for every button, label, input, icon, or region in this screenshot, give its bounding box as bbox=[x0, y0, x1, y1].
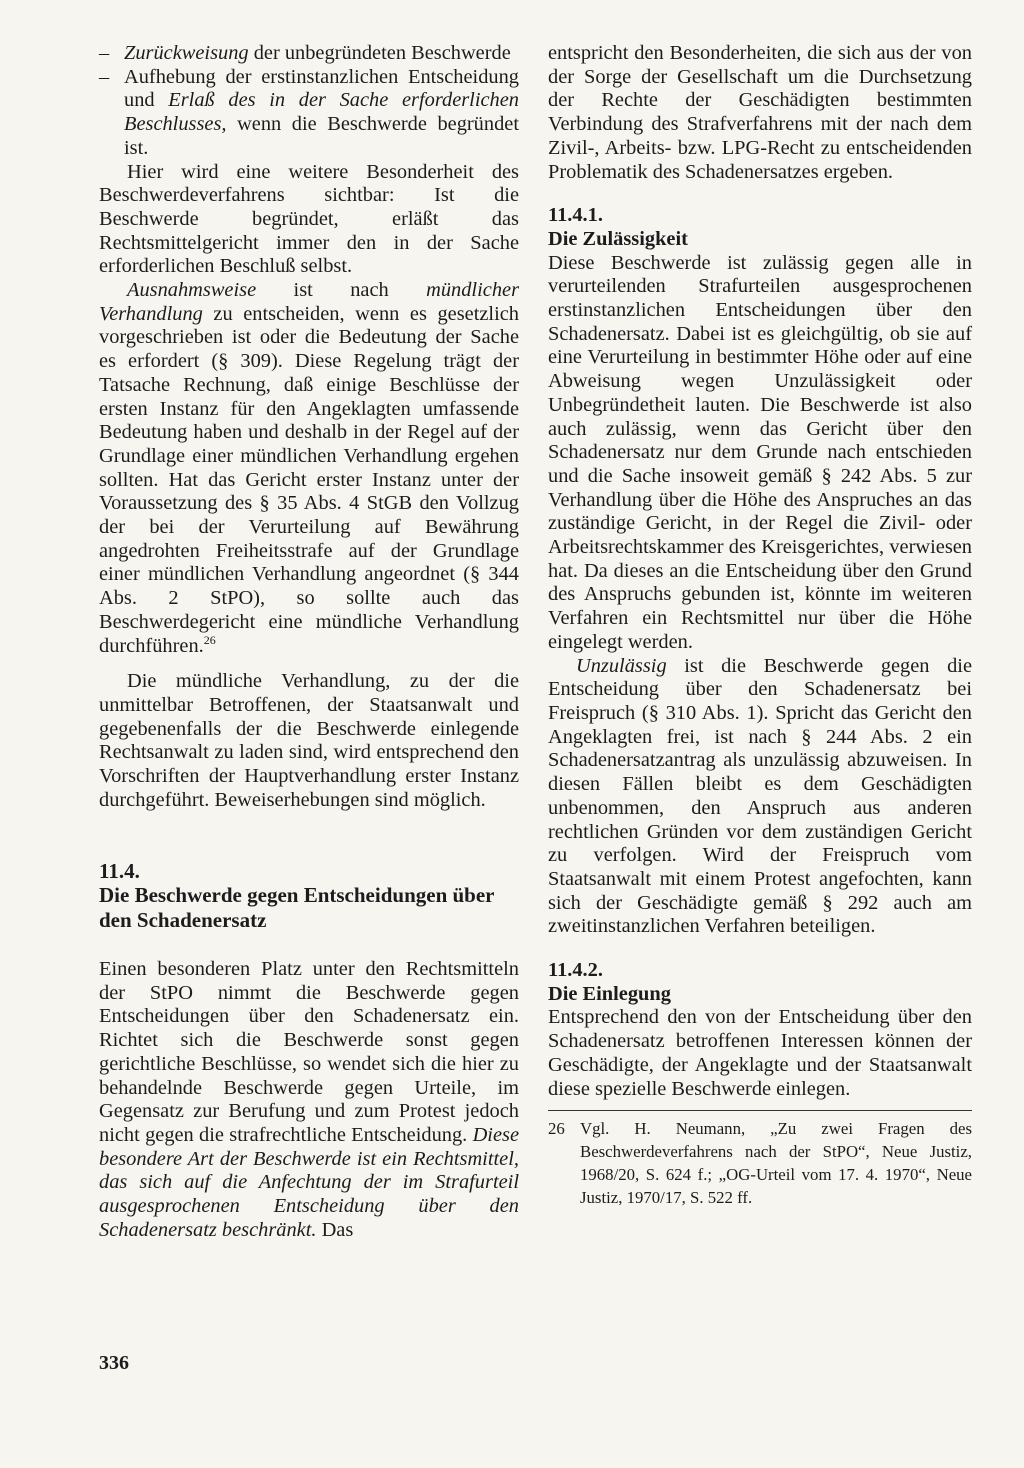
subsection-title: Die Zulässigkeit bbox=[548, 227, 688, 250]
bullet-dash: – bbox=[99, 65, 110, 88]
emphasis: Ausnahmsweise bbox=[127, 279, 257, 302]
list-item bbox=[99, 66, 519, 161]
footnote-number: 26 bbox=[548, 1119, 565, 1139]
left-column bbox=[99, 42, 519, 1242]
paragraph bbox=[99, 279, 519, 658]
list-item-text bbox=[124, 66, 519, 161]
text-run: der unbegründeten Beschwerde bbox=[248, 42, 511, 64]
text-run: ist nach bbox=[256, 279, 427, 302]
paragraph bbox=[548, 655, 972, 939]
footnote-ref: 26 bbox=[203, 632, 216, 647]
paragraph: Entsprechend den von der Entscheidung über den Schadenersatz betroffenen Interessen können der Geschädigte, der Angeklagte und der Staatsanwalt diese spezielle Beschwerde einlegen. bbox=[548, 1006, 972, 1100]
paragraph: Diese Beschwerde ist zulässig gegen alle in verurteilenden Strafurteilen ausgesprochenen erstinstanzlichen Entscheidungen über den Schadenersatz. Dabei ist es gleichgültig, ob sie auf eine Verurteilung in bestimmter Höhe oder auf eine Abweisung wegen Unzulässigkeit oder Unbegründetheit lauten. Die Beschwerde ist also auch zulässig, wenn das Gericht über den Schadenersatz nur dem Grunde nach entschieden und die Sache insoweit gemäß § 242 Abs. 5 zur Verhandlung über die Höhe des Anspruches an das zuständige Gericht, in der Regel die Zivil- oder Arbeitsrechtskammer des Kreisgerichtes, verwiesen hat. Da dieses an die Entscheidung über den Grund des Anspruchs gebunden ist, könnte im weiteren Verfahren ein Rechtsmittel nur über die Höhe eingelegt werden. bbox=[548, 251, 972, 653]
paragraph bbox=[99, 958, 519, 1242]
list-item-text bbox=[124, 42, 519, 66]
emphasis: mündlicher Verhandlung bbox=[99, 279, 519, 325]
section-title: Die Beschwerde gegen Entscheidungen über den Schadenersatz bbox=[99, 883, 495, 932]
emphasis: Diese besondere Art der Beschwerde ist ein Rechtsmittel, das sich auf die Anfechtung der im Strafurteil ausgesprochenen Entscheidung über den Schadenersatz beschränkt. bbox=[99, 1123, 519, 1241]
right-column bbox=[548, 42, 972, 1209]
subsection-number: 11.4.2. bbox=[548, 959, 603, 982]
emphasis: Unzulässig bbox=[576, 654, 667, 677]
text-run: Das bbox=[316, 1218, 354, 1241]
text-run: wenn die Beschwerde begründet ist. bbox=[124, 113, 519, 159]
paragraph: Hier wird eine weitere Besonderheit des Beschwerdeverfahrens sichtbar: Ist die Beschwerde begründet, erläßt das Rechtsmittelgericht immer den in der Sache erforderlichen Beschluß selbst. bbox=[99, 160, 519, 278]
footnote-divider bbox=[548, 1110, 972, 1111]
footnote-text: Vgl. H. Neumann, „Zu zwei Fragen des Beschwerdeverfahrens nach der StPO“, Neue Justiz, 1968/20, S. 624 f.; „OG-Urteil vom 17. 4. 1970“, Neue Justiz, 1970/17, S. 522 ff. bbox=[580, 1119, 972, 1208]
text-run: Einen besonderen Platz unter den Rechtsmitteln der StPO nimmt die Beschwerde gegen Entscheidungen über den Schadenersatz ein. Richtet sich die Beschwerde sonst gegen gerichtliche Beschlüsse, so wendet sich die hier zu behandelnde Beschwerde gegen Urteile, im Gegensatz zur Berufung und zum Protest jedoch nicht gegen die strafrechtliche Entscheidung. bbox=[99, 958, 519, 1146]
text-run: Aufhebung der erstinstanzlichen Entscheidung und bbox=[124, 65, 519, 112]
section-number: 11.4. bbox=[99, 858, 140, 883]
text-run: zu entscheiden, wenn es gesetzlich vorgeschrieben ist oder die Bedeutung der Sache es erfordert (§ 309). Diese Regelung trägt der Tatsache Rechnung, daß einige Beschlüsse der ersten Instanz für den Angeklagten umfassende Bedeutung haben und deshalb in der Regel auf der Grundlage einer mündlichen Verhandlung ergehen sollten. Hat das Gericht erster Instanz unter der Voraussetzung des § 35 Abs. 4 StGB den Vollzug der bei der Verurteilung auf Bewährung angedrohten Freiheitsstrafe auf der Grundlage einer mündlichen Verhandlung angeordnet (§ 344 Abs. 2 StPO), so sollte auch das Beschwerdegericht eine mündliche Verhandlung durchführen. bbox=[99, 302, 519, 657]
text-run: ist die Beschwerde gegen die Entscheidung über den Schadenersatz bei Freispruch (§ 310 Abs. 1). Spricht das Gericht den Angeklagten frei, ist nach § 244 Abs. 2 ein Schadenersatzantrag als unzulässig abzuweisen. In diesen Fällen bleibt es dem Geschädigten unbenommen, den Anspruch aus anderen rechtlichen Gründen vor dem zuständigen Gericht zu verfolgen. Wird der Freispruch vom Staatsanwalt mit einem Protest angefochten, kann sich der Geschädigte gemäß § 292 auch am zweitinstanzlichen Verfahren beteiligen. bbox=[548, 654, 972, 938]
footnote bbox=[548, 1117, 972, 1209]
paragraph: Die mündliche Verhandlung, zu der die unmittelbar Betroffenen, der Staatsanwalt und gegebenenfalls der die Beschwerde einlegende Rechtsanwalt zu laden sind, wird entsprechend den Vorschriften der Hauptverhandlung erster Instanz durchgeführt. Beweiserhebungen sind möglich. bbox=[99, 670, 519, 811]
subsection-title: Die Einlegung bbox=[548, 982, 671, 1005]
list-item bbox=[99, 42, 519, 66]
emphasis: Erlaß des in der Sache erforderlichen Beschlusses, bbox=[124, 89, 520, 136]
paragraph: entspricht den Besonderheiten, die sich aus der von der Sorge der Gesellschaft um die Durchsetzung der Rechte der Geschädigten bestimmten Verbindung des Strafverfahrens mit der nach dem Zivil-, Arbeits- bzw. LPG-Recht zu entscheidenden Problematik des Schadenersatzes ergeben. bbox=[548, 42, 972, 183]
subsection-number: 11.4.1. bbox=[548, 204, 603, 227]
bullet-dash: – bbox=[99, 42, 110, 64]
page-number: 336 bbox=[99, 1352, 129, 1374]
emphasis: Zurückweisung bbox=[124, 42, 249, 64]
